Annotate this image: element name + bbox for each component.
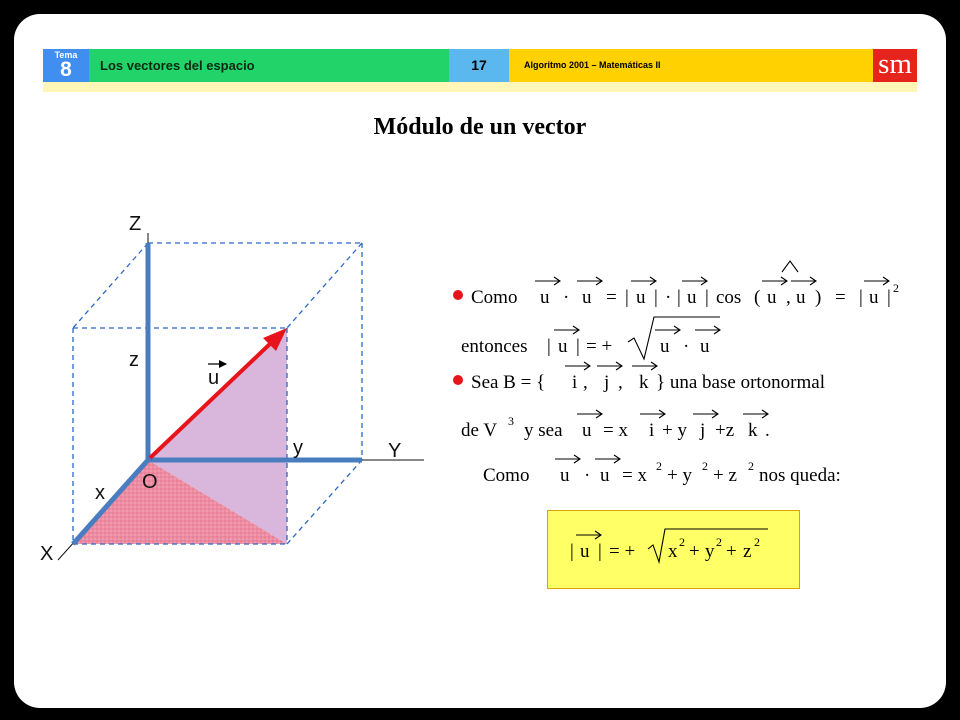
series-title: Algoritmo 2001 – Matemáticas II	[509, 49, 873, 82]
box-sup2-y: 2	[716, 535, 722, 549]
component-label-y: y	[293, 437, 303, 459]
line5-plus-y: + y	[667, 465, 692, 486]
line1-u2: u	[582, 287, 592, 308]
line4-period: .	[765, 420, 770, 441]
line1-bar2: |	[654, 287, 658, 308]
axis-label-X: X	[40, 543, 54, 565]
box-sup2-z: 2	[754, 535, 760, 549]
line1-eq2: =	[835, 287, 846, 308]
line3-sea-b: Sea B = {	[471, 372, 546, 393]
line2-u3: u	[700, 336, 710, 357]
line3-k: k	[639, 372, 649, 393]
page-number: 17	[449, 49, 509, 82]
unit-title: Los vectores del espacio	[89, 49, 449, 82]
box-sup2-x: 2	[679, 535, 685, 549]
line5-sup2-y: 2	[702, 459, 708, 473]
bullet	[453, 290, 463, 300]
box-bar2: |	[598, 541, 602, 562]
box-eq-plus: = +	[609, 541, 636, 562]
line1-u4: u	[687, 287, 697, 308]
line4-eq-x: = x	[603, 420, 628, 441]
line5-plus-z: + z	[713, 465, 737, 486]
line1-comma: ,	[786, 287, 791, 308]
line4-de-v: de V	[461, 420, 498, 441]
line1-bar1: |	[625, 287, 629, 308]
bullet	[453, 375, 463, 385]
line1-cos: cos	[716, 287, 742, 308]
line5-eq-x: = x	[622, 465, 647, 486]
line1-bar5: |	[859, 287, 863, 308]
line4-i: i	[649, 420, 655, 441]
slide	[14, 14, 946, 708]
line5-u2: u	[600, 465, 610, 486]
coordinate-diagram	[40, 213, 424, 565]
origin-label: O	[142, 471, 158, 493]
line1-lparen: (	[754, 287, 761, 308]
sm-logo: sm	[873, 49, 917, 82]
box-y: y	[705, 541, 715, 562]
line5-sup2-z: 2	[748, 459, 754, 473]
box-u: u	[580, 541, 590, 562]
line1-dot2: ·	[665, 287, 672, 308]
line3-comma1: ,	[583, 372, 588, 393]
line3-i: i	[572, 372, 578, 393]
axis-label-Z: Z	[129, 213, 142, 235]
line1-eq1: =	[606, 287, 617, 308]
component-label-x: x	[95, 482, 105, 504]
line4-k: k	[748, 420, 758, 441]
line4-vector-arrows	[577, 410, 768, 418]
line4-y-sea: y sea	[524, 420, 563, 441]
line1-bar3: |	[677, 287, 681, 308]
line5-vector-arrows	[555, 455, 620, 463]
page-title: Módulo de un vector	[373, 114, 587, 140]
vector-label-u: u	[208, 367, 220, 389]
explanation-text	[453, 261, 899, 562]
line4-plus-z: +z	[715, 420, 735, 441]
box-plus2: +	[726, 541, 737, 562]
line4-u: u	[582, 420, 592, 441]
box-z: z	[743, 541, 752, 562]
line1-bar6: |	[887, 287, 891, 308]
line1-vector-arrows	[535, 261, 889, 285]
line4-plus-y: + y	[662, 420, 687, 441]
line1-u5: u	[767, 287, 777, 308]
box-plus1: +	[689, 541, 700, 562]
line5-tail: nos queda:	[759, 465, 841, 486]
line1-exp2: 2	[893, 281, 899, 295]
line5-dot: ·	[584, 465, 591, 486]
axis-label-Y: Y	[388, 440, 402, 462]
line2-u2: u	[660, 336, 670, 357]
line3-vector-arrows	[565, 362, 657, 370]
line5-u1: u	[560, 465, 570, 486]
line3-comma2: ,	[618, 372, 623, 393]
line5-como: Como	[483, 465, 530, 486]
line1-u3: u	[636, 287, 646, 308]
line4-j: j	[700, 420, 706, 441]
component-label-z: z	[129, 349, 139, 371]
line2-eq-plus: = +	[586, 336, 613, 357]
box-x: x	[668, 541, 678, 562]
line4-sup3: 3	[508, 414, 514, 428]
box-bar1: |	[570, 541, 574, 562]
line2-dot: ·	[683, 336, 690, 357]
line3-rest: } una base ortonormal	[656, 372, 825, 393]
line3-j: j	[604, 372, 610, 393]
line2-bar1: |	[547, 336, 551, 357]
line2-u1: u	[558, 336, 568, 357]
tema-number: 8	[60, 58, 72, 81]
line2-entonces: entonces	[461, 336, 528, 357]
line1-dot: ·	[563, 287, 570, 308]
line1-como: Como	[471, 287, 518, 308]
line1-u6: u	[796, 287, 806, 308]
line1-bar4: |	[705, 287, 709, 308]
line1-u1: u	[540, 287, 550, 308]
line2-bar2: |	[576, 336, 580, 357]
tema-label: Tema	[54, 50, 78, 60]
line5-sup2-x: 2	[656, 459, 662, 473]
slide-graphics	[14, 14, 946, 708]
line1-rparen: )	[815, 287, 822, 308]
line1-u7: u	[869, 287, 879, 308]
